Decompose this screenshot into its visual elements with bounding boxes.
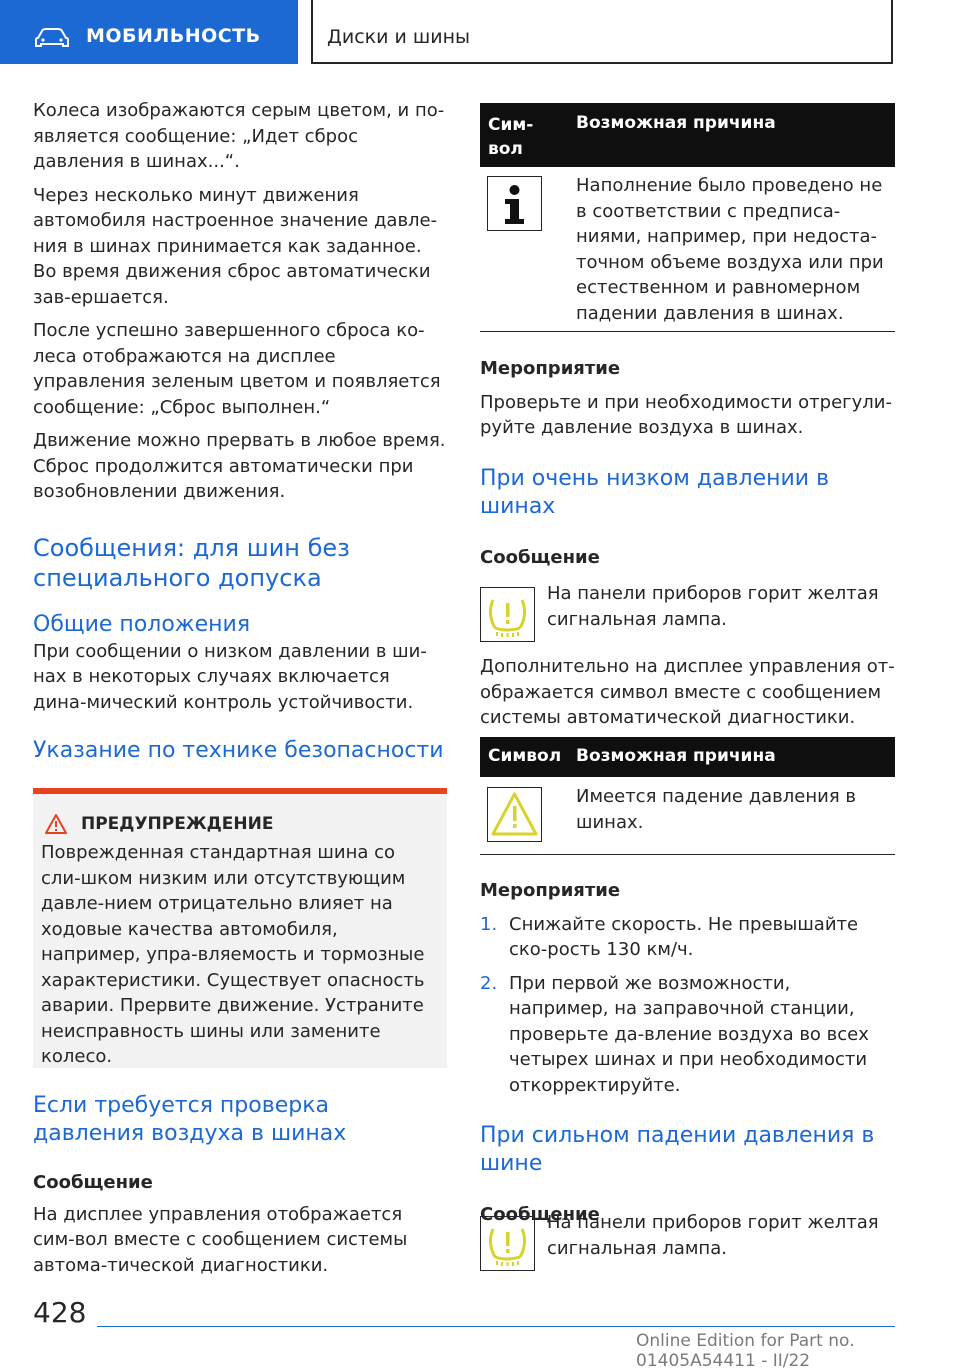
- list-item: [480, 971, 895, 1099]
- warning-triangle-icon: [487, 787, 542, 842]
- paragraph: Колеса изображаются серым цветом, и по-является сообщение: „Идет сброс давления в шинах...“.: [33, 100, 445, 172]
- measure-heading: Мероприятие: [480, 358, 621, 379]
- table-header: [480, 737, 895, 777]
- right-column: [480, 356, 895, 570]
- right-column-steps: [480, 878, 895, 1228]
- info-icon: [487, 176, 542, 231]
- table-header: [480, 103, 895, 167]
- paragraph: Проверьте и при необходимости отрегули-руйте давление воздуха в шинах.: [480, 391, 892, 438]
- left-column: [33, 98, 447, 765]
- warning-title: ПРЕДУПРЕЖДЕНИЕ: [81, 814, 274, 834]
- left-column-bottom: [33, 1092, 447, 1286]
- message-text: На панели приборов горит желтая сигнальная лампа.: [547, 1212, 879, 1259]
- subsection-heading: Если требуется проверка давления воздуха в шинах: [33, 1093, 347, 1146]
- list-item: [480, 912, 895, 963]
- subsection-heading: При очень низком давлении в шинах: [480, 465, 830, 519]
- table-cell: Имеется падение давления в шинах.: [576, 786, 856, 833]
- paragraph: На дисплее управления отображается сим-вол вместе с сообщением системы автома-тической диагностики.: [33, 1203, 408, 1276]
- paragraph: Через несколько минут движения автомобиля настроенное значение давле-ния в шинах принимается как заданное. Во время движения сброс автоматически зав-ершается.: [33, 184, 438, 308]
- message-subheading: Сообщение: [480, 546, 600, 568]
- section-heading: Сообщения: для шин без специального допуска: [33, 533, 350, 592]
- message-subheading: Сообщение: [480, 1204, 600, 1225]
- measure-heading: Мероприятие: [480, 880, 621, 901]
- divider: [480, 854, 895, 855]
- footer-divider: [97, 1326, 895, 1327]
- chapter-title: Диски и шины: [327, 26, 471, 48]
- list-number: 1.: [480, 913, 498, 935]
- edition-text: Online Edition for Part no. 01405A54411 - II/22: [636, 1331, 855, 1371]
- chapter-header: [311, 0, 893, 64]
- paragraph: Движение можно прервать в любое время. Сброс продолжится автоматически при возобновлении движения.: [33, 430, 446, 502]
- column-header-symbol: Символ: [488, 746, 562, 766]
- column-header-cause: Возможная причина: [576, 746, 776, 766]
- list-text: Снижайте скорость. Не превышайте ско-рость 130 км/ч.: [509, 913, 859, 960]
- warning-box: [33, 788, 447, 1068]
- message-text: На панели приборов горит желтая сигнальная лампа.: [547, 583, 879, 630]
- paragraph: При сообщении о низком давлении в ши-нах в некоторых случаях включается дина-мический контроль устойчивости.: [33, 640, 427, 713]
- subsection-heading: При сильном падении давления в шине: [480, 1123, 875, 1176]
- paragraph: После успешно завершенного сброса ко-леса отображаются на дисплее управления зеленым цветом и появляется сообщение: „Сброс выполнен.“: [33, 320, 441, 418]
- column-header-cause: Возможная причина: [576, 113, 776, 133]
- tire-pressure-lamp-icon: [480, 1216, 535, 1271]
- warning-text: Поврежденная стандартная шина со сли-шком низким или отсутствующим давле-нием отрицательно влияет на ходовые качества автомобиля, например, упра-вляемость и тормозные характеристики. Существует опасность аварии. Прервите движение. Устраните неисправность шины или замените колесо.: [41, 842, 425, 1067]
- tire-pressure-lamp-icon: [480, 587, 535, 642]
- divider: [480, 331, 895, 332]
- section-label: МОБИЛЬНОСТЬ: [86, 25, 261, 47]
- column-header-symbol: Сим-вол: [488, 115, 534, 159]
- list-text: При первой же возможности, например, на заправочной станции, проверьте да-вление воздуха во всех четырех шинах и при необходимости откорректируйте.: [509, 972, 869, 1096]
- subsection-heading: Общие положения: [33, 611, 251, 637]
- page-number: 428: [33, 1296, 87, 1329]
- list-number: 2.: [480, 972, 498, 994]
- paragraph: Дополнительно на дисплее управления от-ображается символ вместе с сообщением системы автоматической диагностики.: [480, 656, 895, 728]
- car-icon: [35, 28, 69, 48]
- section-tab[interactable]: [0, 0, 298, 64]
- table-cell: Наполнение было проведено не в соответствии с предписа-ниями, например, при недоста-точном объеме воздуха или при естественном и равномерном падении давления в шинах.: [576, 175, 884, 324]
- warning-icon: [45, 814, 67, 834]
- message-subheading: Сообщение: [33, 1172, 153, 1193]
- subsection-heading: Указание по технике безопасности: [33, 738, 444, 763]
